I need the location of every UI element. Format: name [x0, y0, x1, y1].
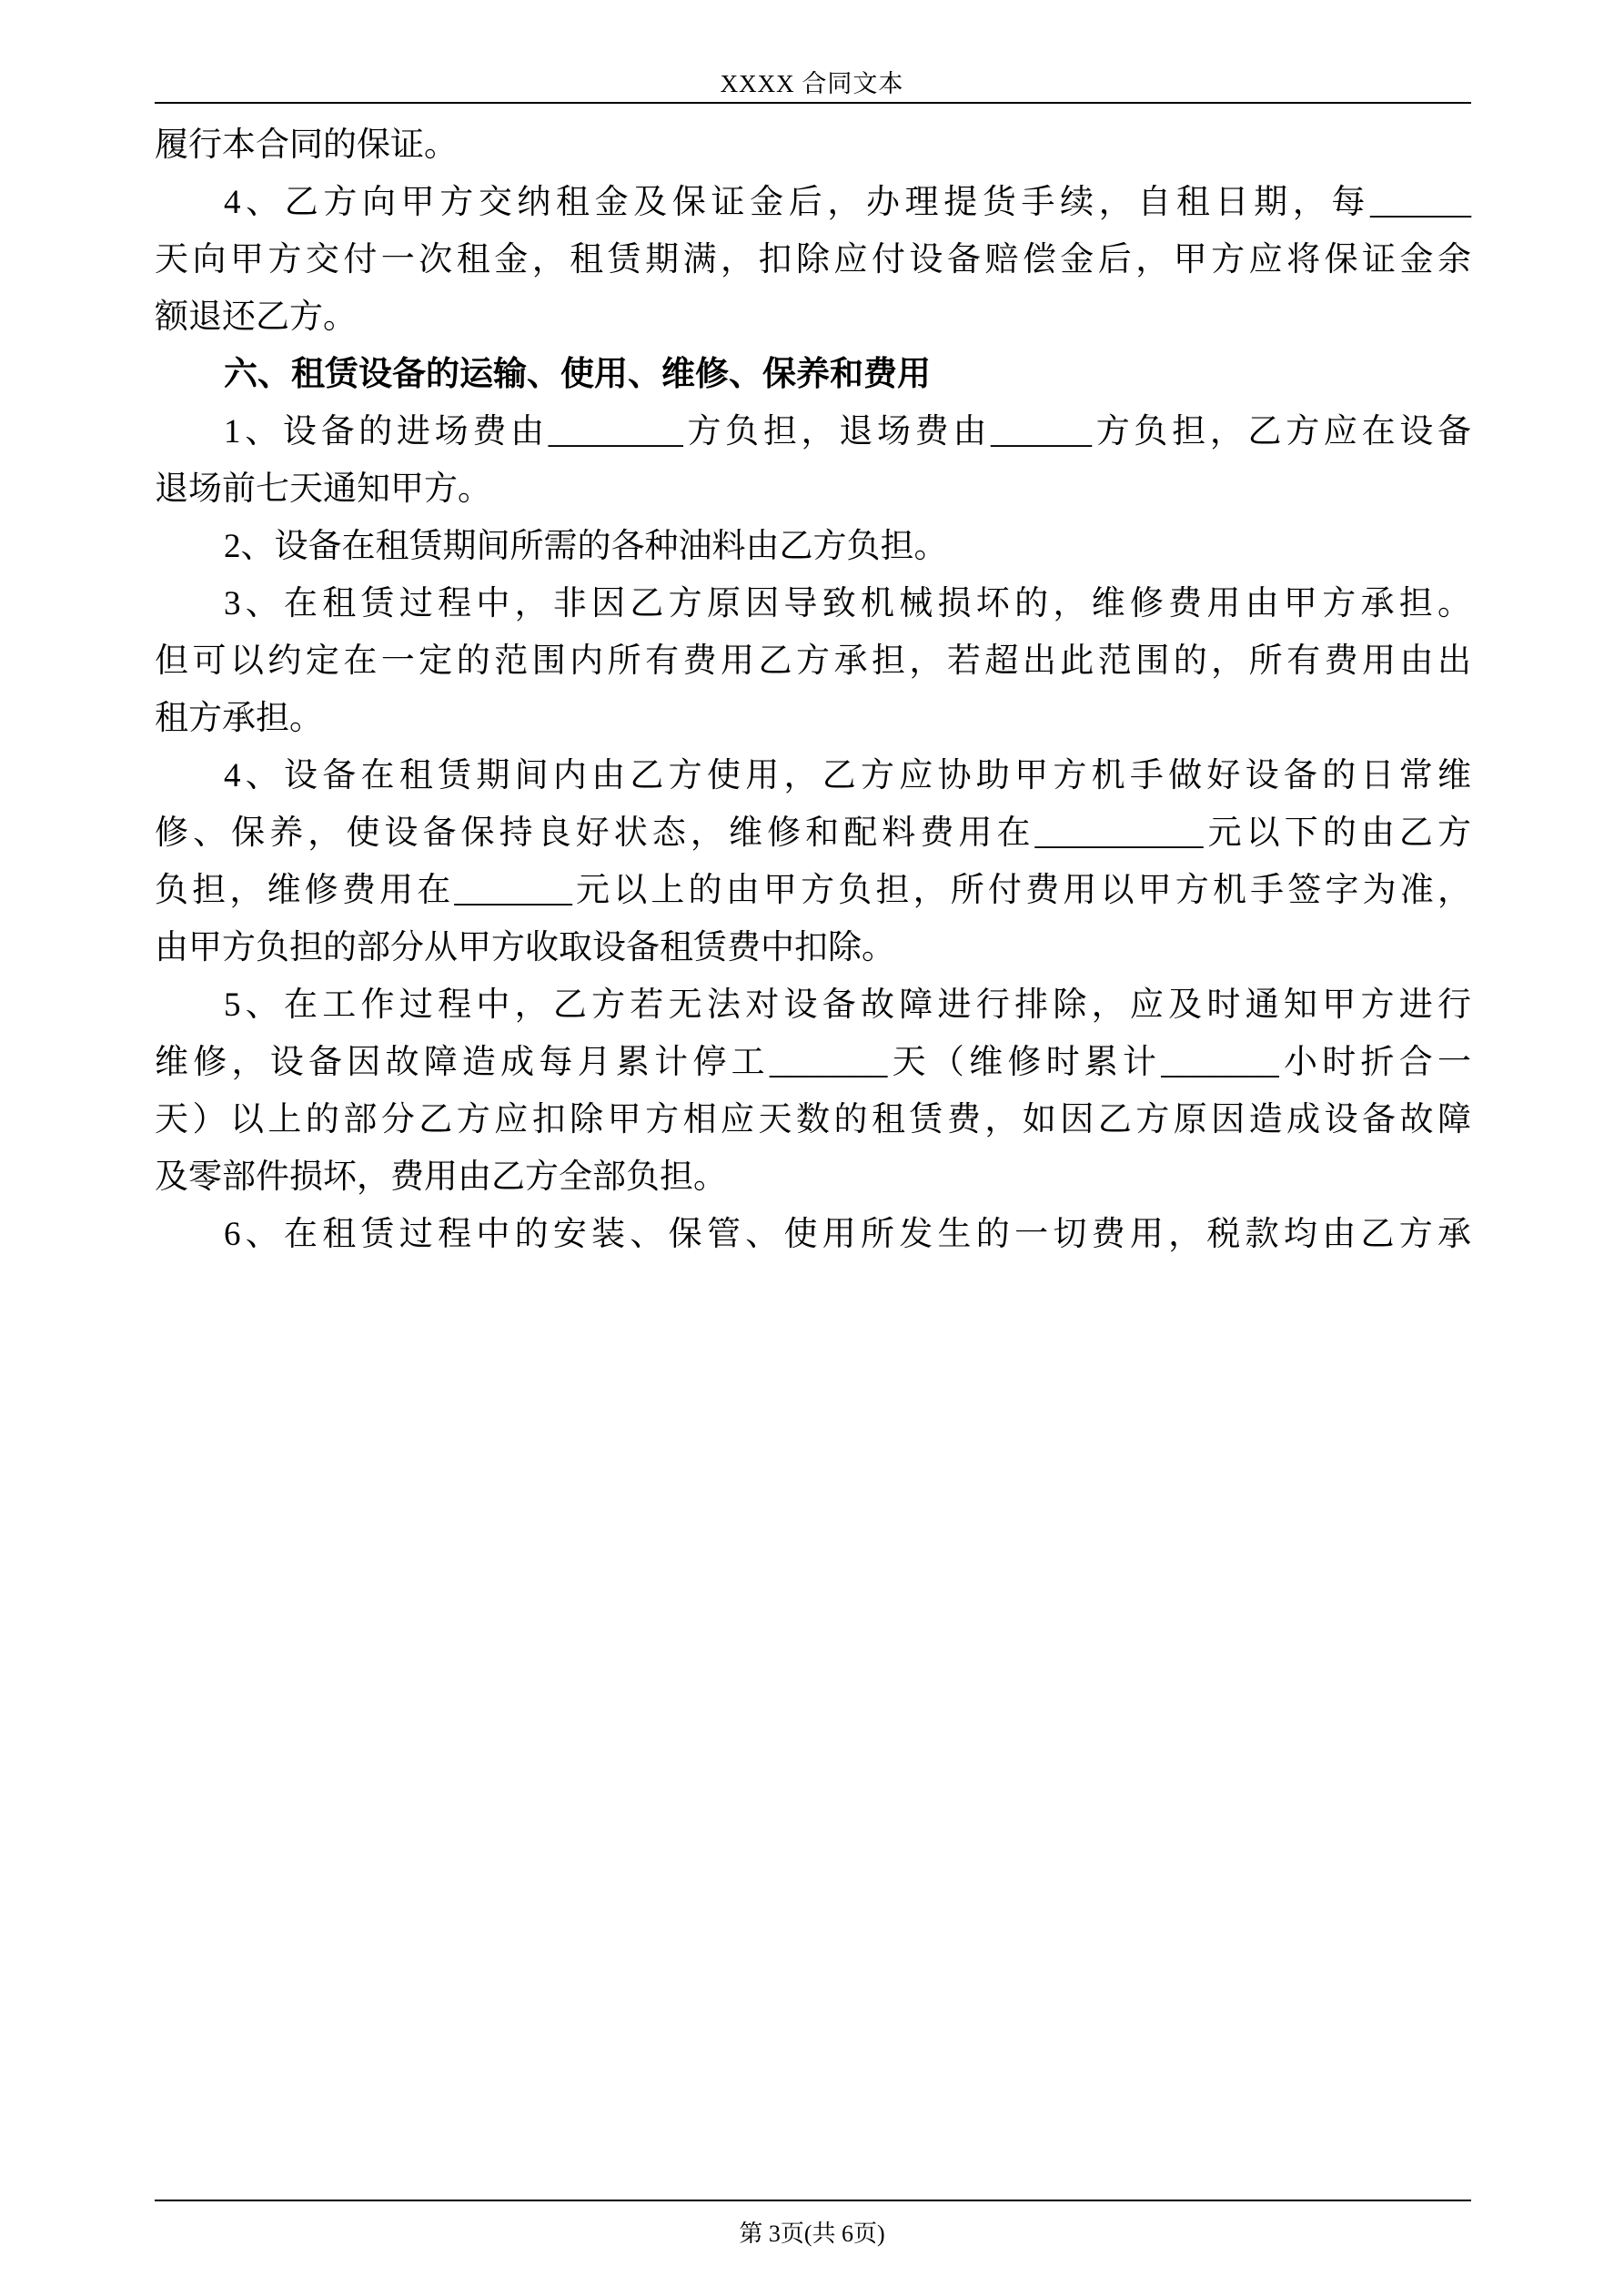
- text-line: 4、乙方向甲方交纳租金及保证金后，办理提货手续，自租日期，每______: [224, 184, 1471, 221]
- text-line: 维修，设备因故障造成每月累计停工_______天（维修时累计_______小时折合一: [155, 1044, 1471, 1081]
- text-line: 履行本合同的保证。: [155, 126, 458, 164]
- text-line: 由甲方负担的部分从甲方收取设备租赁费中扣除。: [155, 929, 895, 966]
- text-line: 天向甲方交付一次租金，租赁期满，扣除应付设备赔偿金后，甲方应将保证金余: [155, 241, 1471, 278]
- footer-divider: [155, 2200, 1471, 2201]
- text-line: 退场前七天通知甲方。: [155, 470, 491, 508]
- text-line: 及零部件损坏，费用由乙方全部负担。: [155, 1158, 727, 1196]
- text-line: 租方承担。: [155, 700, 323, 737]
- text-line: 修、保养，使设备保持良好状态，维修和配料费用在__________元以下的由乙方: [155, 814, 1471, 852]
- text-line: 5、在工作过程中，乙方若无法对设备故障进行排除，应及时通知甲方进行: [224, 986, 1471, 1024]
- section-heading: 六、租赁设备的运输、使用、维修、保养和费用: [224, 356, 931, 393]
- text-line: 负担，维修费用在_______元以上的由甲方负担，所付费用以甲方机手签字为准，: [155, 872, 1471, 909]
- text-line: 3、在租赁过程中，非因乙方原因导致机械损坏的，维修费用由甲方承担。: [224, 585, 1471, 622]
- text-line: 额退还乙方。: [155, 298, 357, 336]
- text-line: 4、设备在租赁期间内由乙方使用，乙方应协助甲方机手做好设备的日常维: [224, 757, 1471, 794]
- text-line: 6、在租赁过程中的安装、保管、使用所发生的一切费用，税款均由乙方承: [224, 1216, 1471, 1253]
- text-line: 2、设备在租赁期间所需的各种油料由乙方负担。: [224, 528, 948, 565]
- header-title: XXXX 合同文本: [720, 70, 904, 97]
- text-line: 天）以上的部分乙方应扣除甲方相应天数的租赁费，如因乙方原因造成设备故障: [155, 1101, 1471, 1138]
- text-line: 1、设备的进场费由________方负担，退场费由______方负担，乙方应在设备: [224, 413, 1471, 450]
- page-number: 第 3页(共 6页): [739, 2220, 885, 2247]
- document-body: [155, 116, 1471, 1263]
- text-line: 但可以约定在一定的范围内所有费用乙方承担，若超出此范围的，所有费用由出: [155, 642, 1471, 680]
- header-divider: [155, 102, 1471, 104]
